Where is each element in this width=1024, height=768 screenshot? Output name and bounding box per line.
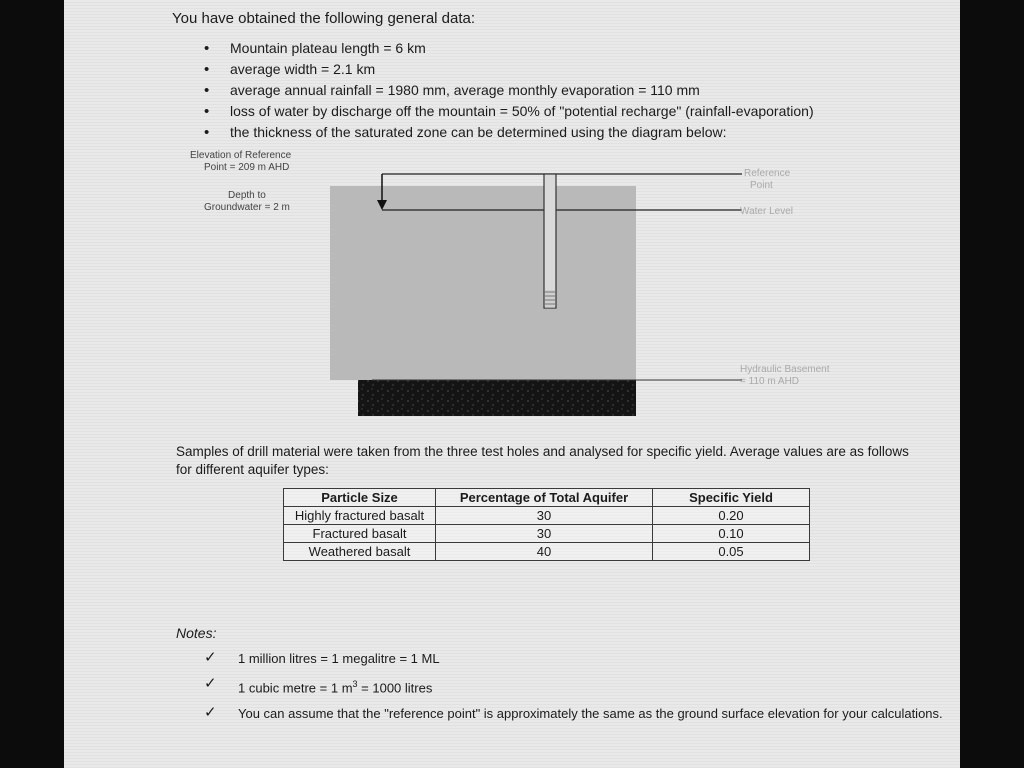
elevation-reference-label: Elevation of Reference Point = 209 m AHD: [190, 150, 292, 173]
well-screen: [545, 290, 555, 308]
list-item: • loss of water by discharge off the mountain = 50% of "potential recharge" (rainfall-evaporation): [204, 101, 964, 122]
table-cell: 40: [436, 543, 653, 561]
checkmark-icon: ✓: [204, 704, 217, 722]
table-row: [284, 507, 810, 525]
table-cell: 30: [436, 507, 653, 525]
saturated-zone: [330, 186, 636, 380]
table-cell: 0.20: [653, 507, 810, 525]
checkmark-icon: ✓: [204, 675, 217, 692]
well-casing: [544, 174, 556, 308]
list-item: ✓ You can assume that the "reference point" is approximately the same as the ground surface elevation for your calculations.: [204, 704, 943, 722]
column-header: Specific Yield: [653, 489, 810, 507]
notes-heading: Notes:: [176, 625, 217, 641]
intro-text: You have obtained the following general data:: [172, 10, 476, 27]
checkmark-icon: ✓: [204, 649, 217, 666]
water-level-label: Water Level: [740, 206, 793, 217]
table-cell: Weathered basalt: [284, 543, 436, 561]
depth-to-groundwater-label: Depth to Groundwater = 2 m: [204, 190, 290, 213]
column-header: Particle Size: [284, 489, 436, 507]
reference-point-label: Reference Point: [744, 168, 791, 191]
list-item: ✓ 1 million litres = 1 megalitre = 1 ML: [204, 649, 440, 666]
hydraulic-basement-rock: [358, 380, 636, 416]
list-item: ✓ 1 cubic metre = 1 $m^3 = 1000$ litres: [204, 675, 433, 696]
list-item: • average annual rainfall = 1980 mm, average monthly evaporation = 110 mm: [204, 80, 964, 101]
monitor-screen: [64, 0, 960, 768]
notes-list: [204, 650, 944, 731]
aquifer-diagram: [186, 138, 906, 428]
table-cell: Highly fractured basalt: [284, 507, 436, 525]
list-item: • the thickness of the saturated zone can be determined using the diagram below:: [204, 122, 964, 143]
list-item: • Mountain plateau length = 6 km: [204, 38, 964, 59]
list-item: • average width = 2.1 km: [204, 59, 964, 80]
table-cell: 0.10: [653, 525, 810, 543]
specific-yield-table: [283, 488, 810, 561]
table-cell: Fractured basalt: [284, 525, 436, 543]
table-header-row: [284, 489, 810, 507]
table-row: [284, 543, 810, 561]
hydraulic-basement-label: Hydraulic Basement = 110 m AHD: [740, 364, 830, 387]
samples-paragraph: Samples of drill material were taken from the three test holes and analysed for specific yield. Average values are as follows for different aquifer types:: [176, 444, 909, 477]
table-cell: 0.05: [653, 543, 810, 561]
general-data-list: [204, 38, 964, 143]
table-cell: 30: [436, 525, 653, 543]
table-row: [284, 525, 810, 543]
column-header: Percentage of Total Aquifer: [436, 489, 653, 507]
